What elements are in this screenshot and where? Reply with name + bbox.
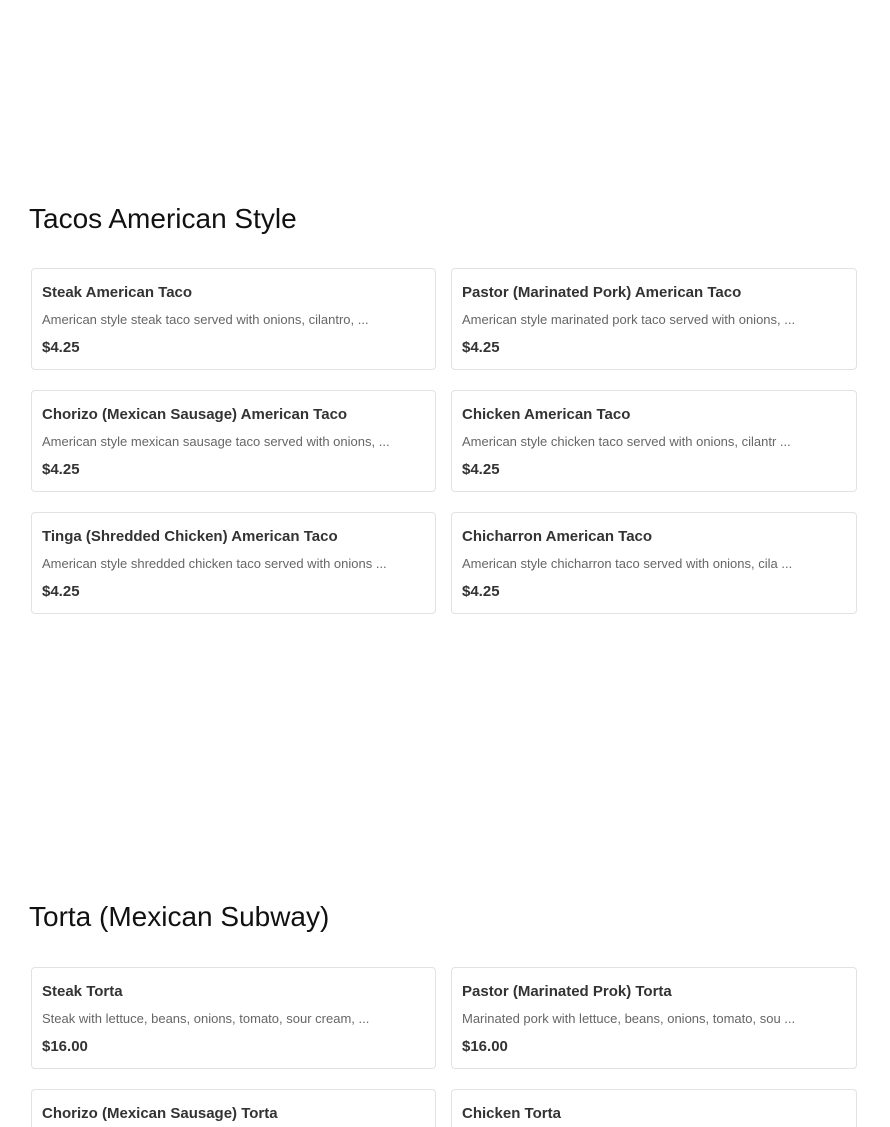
menu-item-card[interactable] — [31, 268, 436, 370]
menu-item-description: American style shredded chicken taco served with onions ... — [42, 556, 387, 571]
menu-item-price: $16.00 — [42, 1038, 88, 1055]
menu-item-card[interactable] — [31, 967, 436, 1069]
menu-item-description: American style steak taco served with onions, cilantro, ... — [42, 312, 369, 327]
menu-item-price: $4.25 — [462, 339, 500, 356]
menu-item-price: $4.25 — [42, 339, 80, 356]
menu-item-description: American style chicken taco served with onions, cilantr ... — [462, 434, 791, 449]
menu-item-price: $4.25 — [462, 461, 500, 478]
menu-item-name: Chorizo (Mexican Sausage) American Taco — [42, 406, 348, 423]
menu-item-card[interactable] — [451, 268, 857, 370]
menu-item-description: American style marinated pork taco served with onions, ... — [462, 312, 796, 327]
menu-item-name: Chicken American Taco — [462, 406, 631, 423]
menu-item-price: $4.25 — [42, 461, 80, 478]
section-title: Tacos American Style — [29, 203, 297, 234]
menu-item-card[interactable] — [451, 967, 857, 1069]
menu-item-name: Chicken Torta — [462, 1105, 561, 1122]
menu-item-description: Steak with lettuce, beans, onions, tomato, sour cream, ... — [42, 1011, 370, 1026]
menu-item-grid — [31, 268, 857, 614]
menu-item-card[interactable] — [451, 390, 857, 492]
menu-item-grid — [31, 967, 857, 1127]
menu-item-price: $16.00 — [462, 1038, 508, 1055]
menu-item-price: $4.25 — [462, 583, 500, 600]
menu-item-name: Steak Torta — [42, 983, 123, 1000]
section-title: Torta (Mexican Subway) — [29, 901, 330, 932]
menu-item-name: Pastor (Marinated Prok) Torta — [462, 983, 672, 1000]
menu-item-card[interactable] — [31, 1089, 436, 1127]
menu-item-description: American style mexican sausage taco served with onions, ... — [42, 434, 390, 449]
menu-item-name: Steak American Taco — [42, 284, 193, 301]
menu-item-name: Chicharron American Taco — [462, 528, 653, 545]
menu-item-description: Marinated pork with lettuce, beans, onions, tomato, sou ... — [462, 1011, 796, 1026]
menu-item-card[interactable] — [31, 390, 436, 492]
menu-item-price: $4.25 — [42, 583, 80, 600]
menu-item-name: Chorizo (Mexican Sausage) Torta — [42, 1105, 278, 1122]
menu-item-name: Tinga (Shredded Chicken) American Taco — [42, 528, 338, 545]
menu-item-card[interactable] — [31, 512, 436, 614]
menu-item-card[interactable] — [451, 1089, 857, 1127]
menu-item-card[interactable] — [451, 512, 857, 614]
menu-item-description: American style chicharron taco served with onions, cila ... — [462, 556, 793, 571]
menu-item-name: Pastor (Marinated Pork) American Taco — [462, 284, 742, 301]
